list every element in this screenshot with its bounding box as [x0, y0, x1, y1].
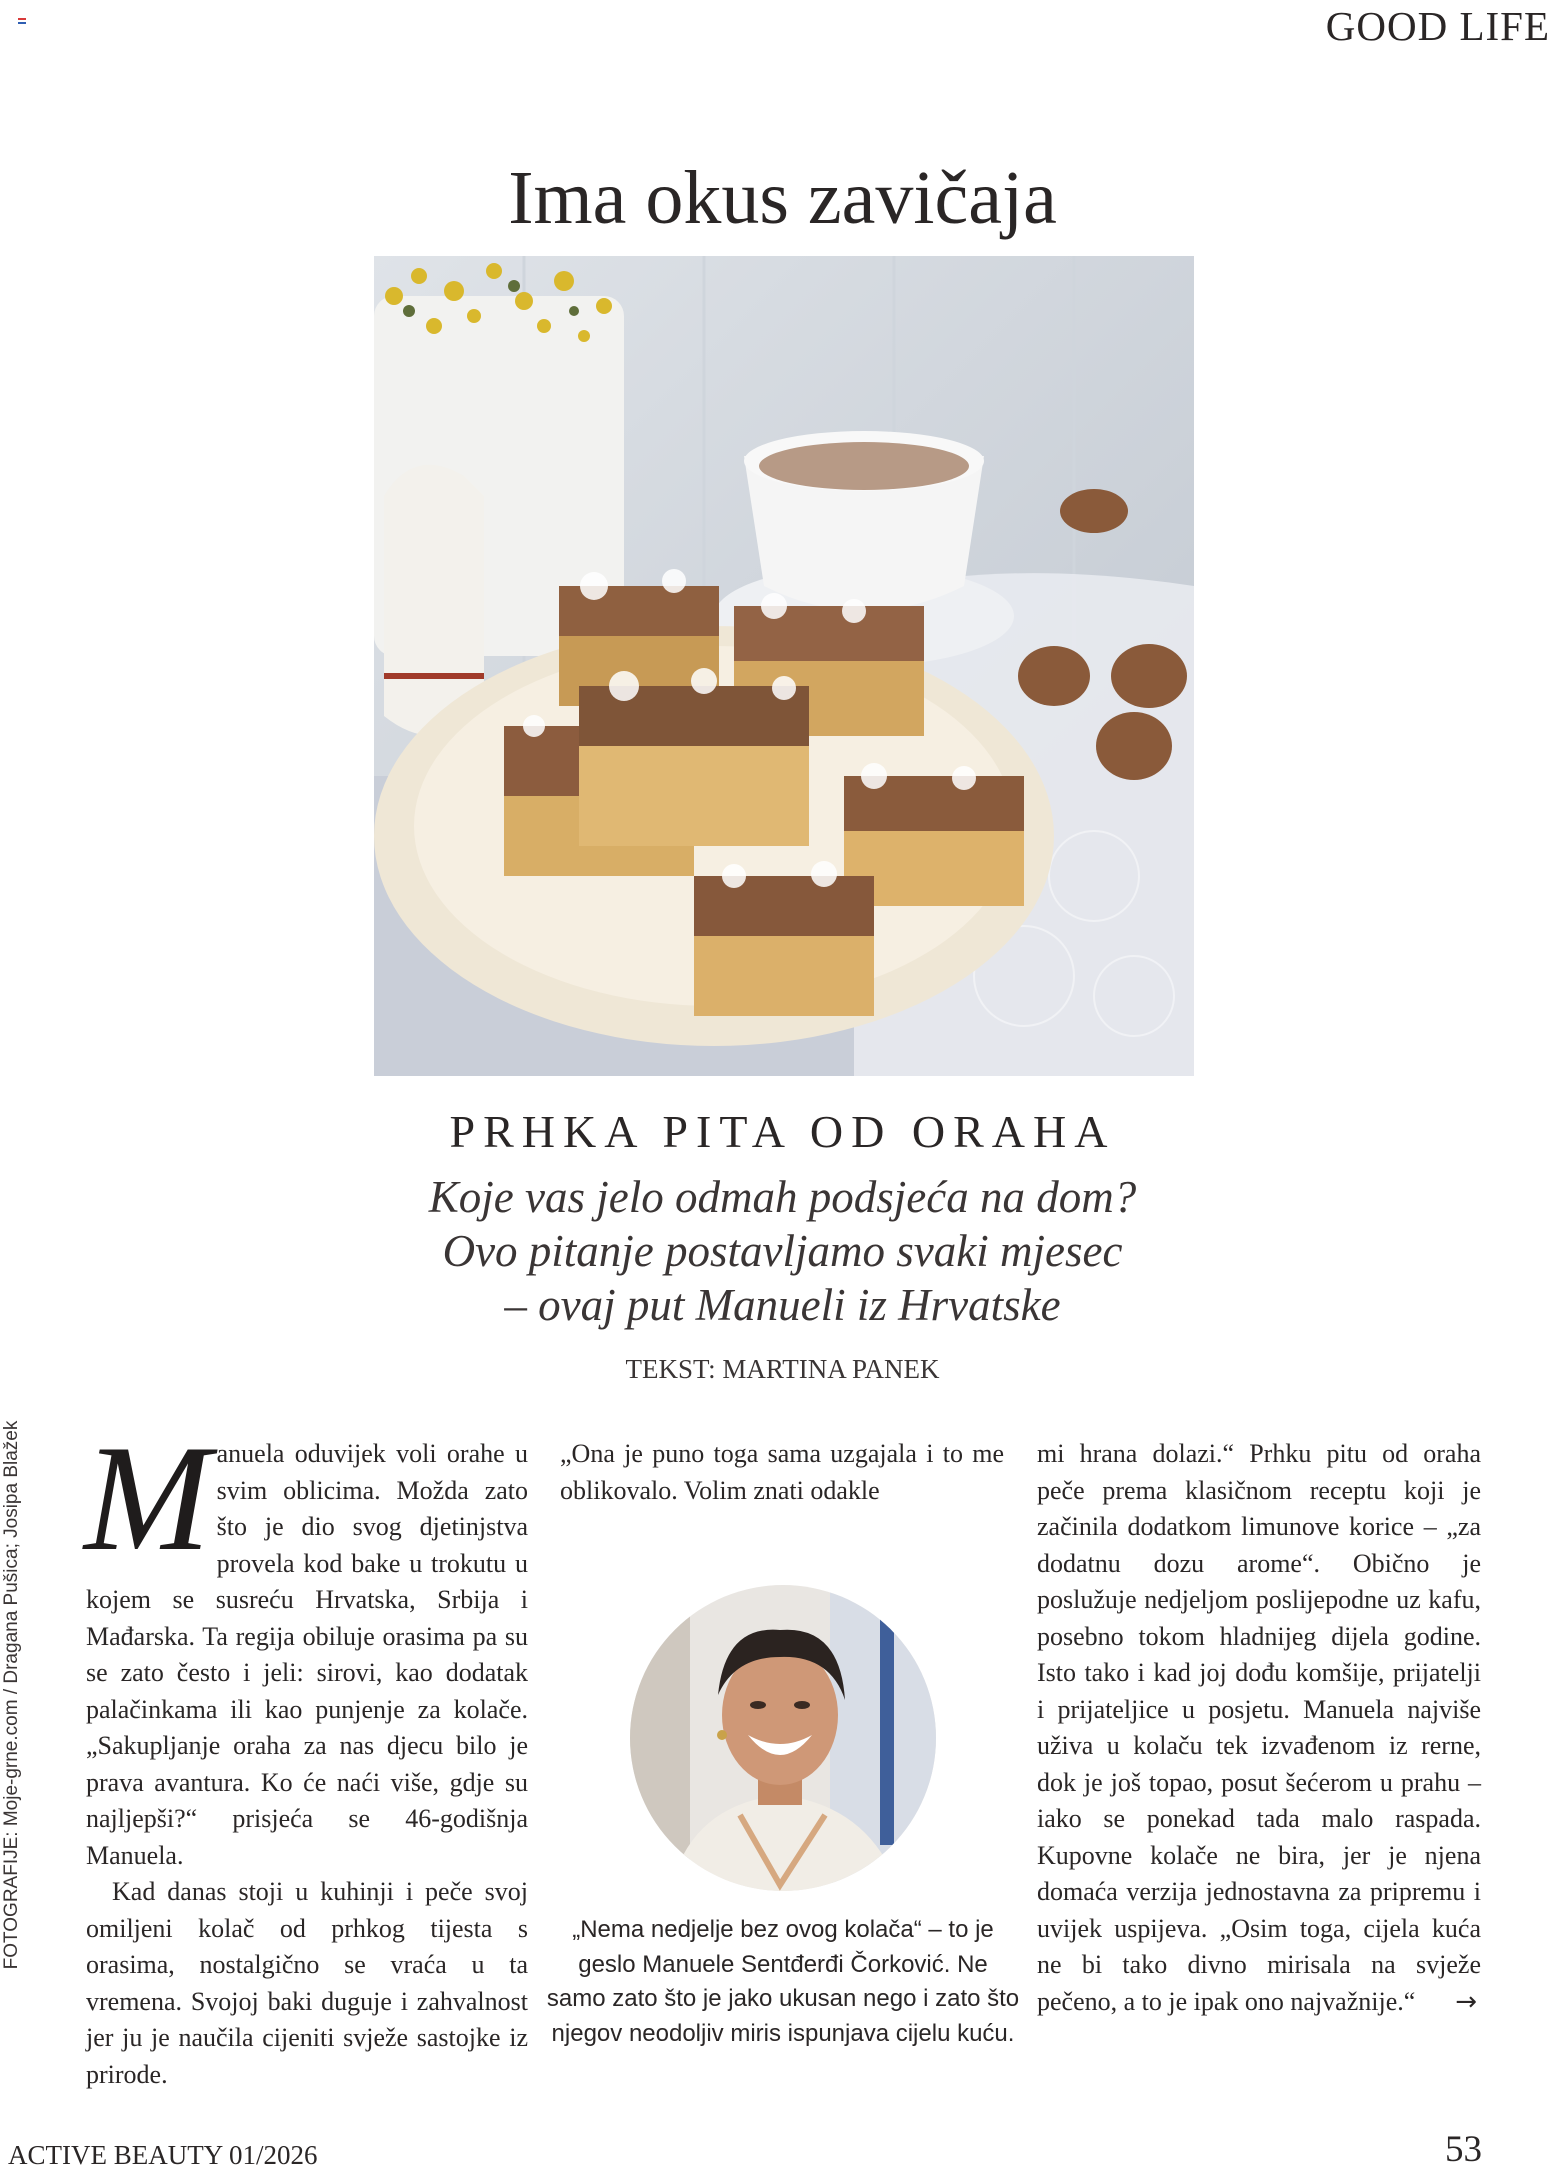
photo-credit: FOTOGRAFIJE: Moje-grne.com / Dragana Pušica; Josipa Blažek	[1, 1420, 22, 1970]
body-column-1	[84, 1414, 528, 2093]
drop-cap: M	[84, 1414, 211, 1582]
article-title: Ima okus zavičaja	[508, 156, 1057, 240]
recipe-name: PRHKA PITA OD ORAHA	[449, 1106, 1116, 1157]
continue-arrow-icon: →	[1455, 1986, 1477, 2017]
portrait-illustration	[630, 1585, 936, 1891]
body-paragraph	[1037, 1436, 1481, 2020]
walnut-pie-photo	[374, 256, 1194, 1076]
portrait-photo	[630, 1585, 936, 1891]
body-paragraph: Kad danas stoji u kuhinji i peče svoj omiljeni kolač od prhkog tijesta s orasima, nostalgično se vraća u ta vremena. Svojoj baki duguje i zahvalnost jer ju je naučila cijeniti svježe sastojke iz prirode.	[86, 1877, 528, 2089]
lede-line: – ovaj put Manueli iz Hrvatske	[504, 1280, 1061, 1330]
body-paragraph: anuela oduvijek voli orahe u svim oblicima. Možda zato što je dio svog djetinjstva provela kod bake u trokutu u kojem se susreću Hrvatska, Srbija i Mađarska. Ta regija obiluje orasima pa su se zato često i jeli: sirovi, kao dodatak palačinkama ili kao punjenje za kolače. „Sakupljanje oraha za nas djecu bilo je prava avantura. Ko će naći više, gdje su najljepši?“ prisjeća se 46-godišnja Manuela.	[86, 1439, 528, 1870]
byline: TEKST: MARTINA PANEK	[625, 1354, 940, 1384]
food-photo-illustration	[374, 256, 1194, 1076]
flag-icon	[18, 18, 26, 24]
lede-line: Ovo pitanje postavljamo svaki mjesec	[442, 1226, 1123, 1276]
portrait-caption: „Nema nedjelje bez ovog kolača“ – to je geslo Manuele Sentđerđi Čorković. Ne samo zato što je jako ukusan nego i zato što njegov neodoljiv miris ispunjava cijelu kuću.	[546, 1916, 1020, 2047]
lede	[0, 1170, 1550, 1332]
body-paragraph: „Ona je puno toga sama uzgajala i to me oblikovalo. Volim znati odakle	[560, 1439, 1004, 1505]
body-text: mi hrana dolazi.“ Prhku pitu od oraha peče prema klasičnom receptu koji je začinila dodatkom limunove korice – „za dodatnu dozu arome“. Obično je poslužuje nedjeljom poslijepodne uz kafu, posebno tokom hladnijeg dijela godine. Isto tako i kad joj dođu komšije, prijatelji i prijateljice u posjetu. Manuela najviše uživa u kolaču tek izvađenom iz rerne, dok je još topao, posut šećerom u prahu – iako se ponekad tada malo raspada. Kupovne kolače ne bira, jer je njena domaća verzija jednostavna za pripremu i uvijek uspijeva. „Osim toga, cijela kuća ne bi tako divno mirisala na svježe pečeno, a to je ipak ono najvažnije.“	[1037, 1439, 1481, 2016]
body-column-3	[1037, 1436, 1481, 2020]
lede-line: Koje vas jelo odmah podsjeća na dom?	[428, 1172, 1137, 1222]
magazine-issue: ACTIVE BEAUTY 01/2026	[8, 2140, 318, 2170]
page-number: 53	[1445, 2129, 1482, 2170]
section-label: GOOD LIFE	[1325, 3, 1550, 49]
body-column-2	[560, 1436, 1004, 1509]
